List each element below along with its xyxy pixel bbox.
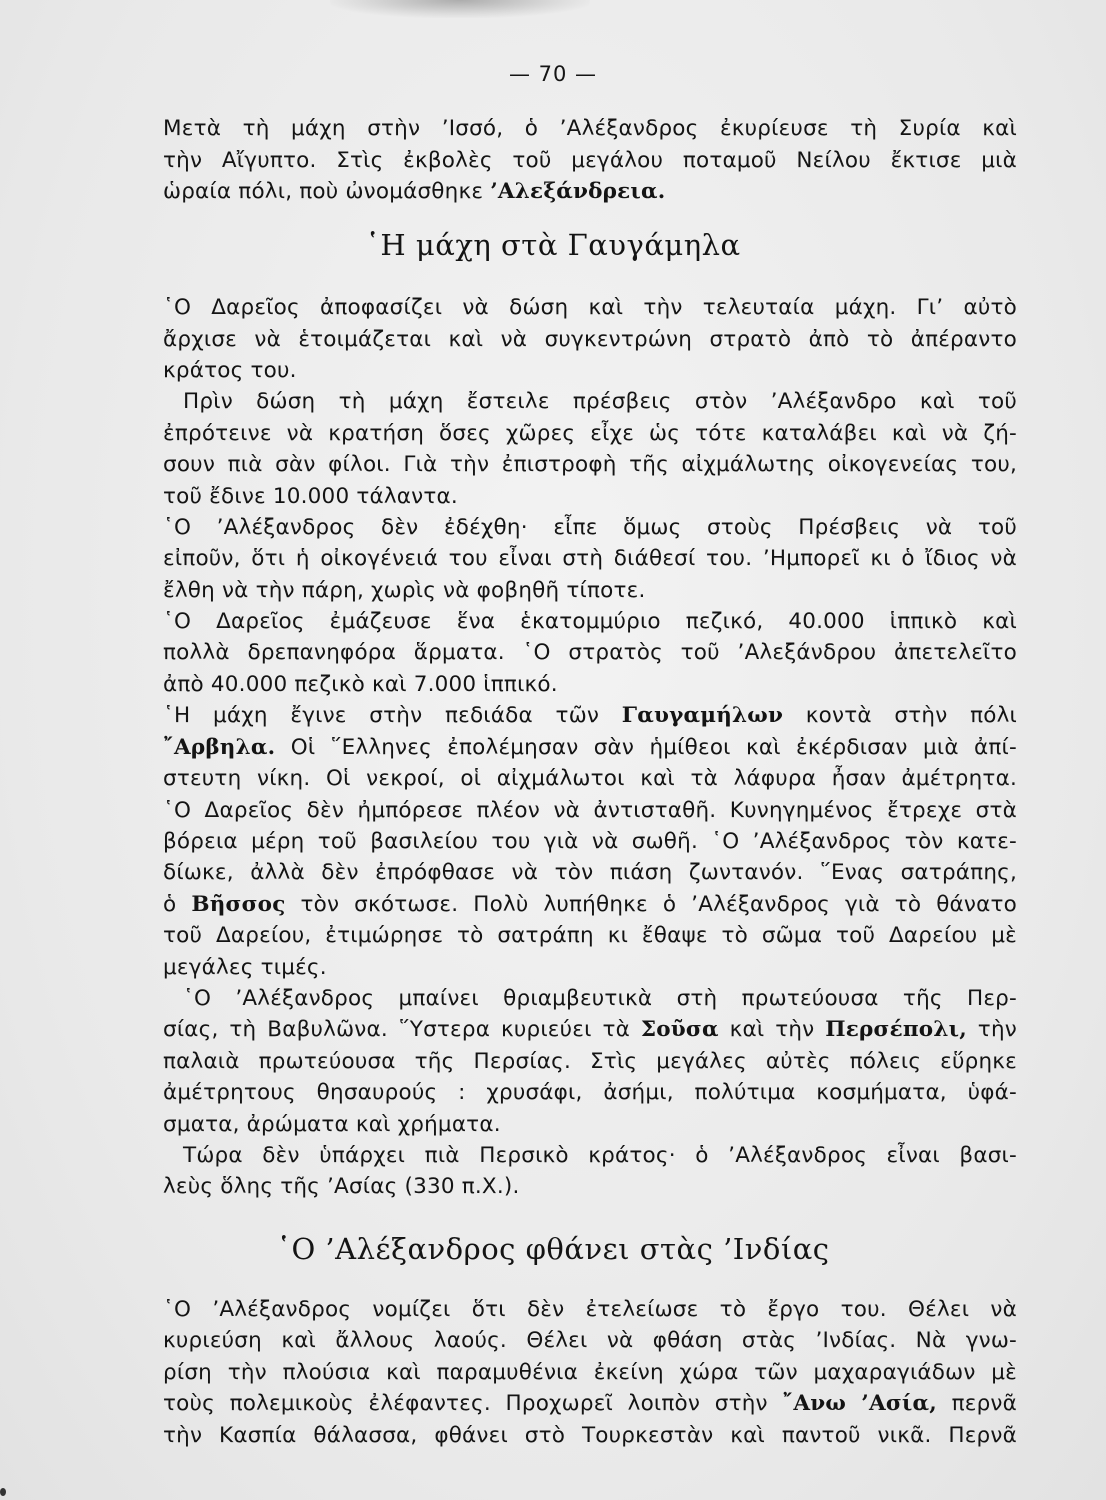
section-heading-india: ῾Ο ’Αλέξανδρος φθάνει στὰς ’Ινδίας bbox=[276, 1232, 830, 1266]
paragraph-7-line-5: σματα, ἀρώματα καὶ χρήματα. bbox=[163, 1112, 501, 1137]
paragraph-4-line-1: ῾Ο ’Αλέξανδρος δὲν ἐδέχθη· εἶπε ὅμως στοὺς Πρέσβεις νὰ τοῦ bbox=[163, 515, 1017, 540]
paragraph-3-line-1: Πρὶν δώση τὴ μάχη ἔστειλε πρέσβεις στὸν ’Αλέξανδρο καὶ τοῦ bbox=[183, 389, 1017, 414]
paragraph-6-line-1: ῾Η μάχη ἔγινε στὴν πεδιάδα τῶν Γαυγαμήλων κοντὰ στὴν πόλι bbox=[163, 703, 1017, 728]
scan-smudge bbox=[330, 0, 590, 18]
paragraph-1-line-3: ὡραία πόλι, ποὺ ὠνομάσθηκε ’Αλεξάνδρεια. bbox=[163, 179, 666, 204]
paragraph-9-line-3: ρίση τὴν πλούσια καὶ παραμυθένια ἐκείνη χώρα τῶν μαχαραγιάδων μὲ bbox=[163, 1360, 1017, 1385]
paragraph-6-line-6: δίωκε, ἀλλὰ δὲν ἐπρόφθασε νὰ τὸν πιάση ζωντανόν. ῞Ενας σατράπης, bbox=[163, 860, 1017, 885]
upper-asia-bold: ῎Ανω ’Ασία, bbox=[782, 1391, 937, 1416]
paragraph-9-line-1: ῾Ο ’Αλέξανδρος νομίζει ὅτι δὲν ἐτελείωσε τὸ ἔργο του. Θέλει νὰ bbox=[163, 1297, 1017, 1322]
paragraph-2-line-1: ῾Ο Δαρεῖος ἀποφασίζει νὰ δώση καὶ τὴν τελευταία μάχη. Γι’ αὐτὸ bbox=[163, 295, 1017, 320]
susa-bold: Σοῦσα bbox=[640, 1017, 719, 1042]
paragraph-1-line-2: τὴν Αἴγυπτο. Στὶς ἐκβολὲς τοῦ μεγάλου ποταμοῦ Νείλου ἔκτισε μιὰ bbox=[163, 148, 1017, 173]
paragraph-4-line-3: ἔλθη νὰ τὴν πάρη, χωρὶς νὰ φοβηθῆ τίποτε. bbox=[163, 578, 646, 603]
paragraph-7-line-3: παλαιὰ πρωτεύουσα τῆς Περσίας. Στὶς μεγάλες αὐτὲς πόλεις εὕρηκε bbox=[163, 1049, 1017, 1074]
paragraph-8-line-2: λεὺς ὅλης τῆς ’Ασίας (330 π.Χ.). bbox=[163, 1174, 520, 1199]
section-heading-gaugamela: ῾Η μάχη στὰ Γαυγάμηλα bbox=[365, 228, 741, 262]
paragraph-4-line-2: εἰποῦν, ὅτι ἡ οἰκογένειά του εἶναι στὴ διάθεσί του. ’Ημπορεῖ κι ὁ ἴδιος νὰ bbox=[163, 546, 1017, 571]
paragraph-7-line-2: σίας, τὴ Βαβυλῶνα. ῞Υστερα κυριεύει τὰ Σοῦσα καὶ τὴν Περσέπολι, τὴν bbox=[163, 1017, 1017, 1042]
paragraph-9-line-4: τοὺς πολεμικοὺς ἐλέφαντες. Προχωρεῖ λοιπὸν στὴν ῎Ανω ’Ασία, περνᾶ bbox=[163, 1391, 1017, 1416]
paragraph-5-line-1: ῾Ο Δαρεῖος ἐμάζευσε ἕνα ἑκατομμύριο πεζικό, 40.000 ἱππικὸ καὶ bbox=[163, 609, 1017, 634]
paragraph-1-line-1: Μετὰ τὴ μάχη στὴν ’Ισσό, ὁ ’Αλέξανδρος ἐκυρίευσε τὴ Συρία καὶ bbox=[163, 116, 1017, 141]
paragraph-6-line-5: βόρεια μέρη τοῦ βασιλείου του γιὰ νὰ σωθῆ. ῾Ο ’Αλέξανδρος τὸν κατε- bbox=[163, 829, 1017, 854]
paragraph-6-line-3: στευτη νίκη. Οἱ νεκροί, οἱ αἰχμάλωτοι καὶ τὰ λάφυρα ἦσαν ἀμέτρητα. bbox=[163, 766, 1017, 791]
bessus-bold: Βῆσσος bbox=[191, 892, 286, 917]
paragraph-5-line-2: πολλὰ δρεπανηφόρα ἅρματα. ῾Ο στρατὸς τοῦ ’Αλεξάνδρου ἀπετελεῖτο bbox=[163, 640, 1017, 665]
paragraph-9-line-5: τὴν Κασπία θάλασσα, φθάνει στὸ Τουρκεστὰν καὶ παντοῦ νικᾶ. Περνᾶ bbox=[163, 1423, 1017, 1448]
persepolis-bold: Περσέπολι, bbox=[825, 1017, 967, 1042]
paragraph-3-line-4: τοῦ ἔδινε 10.000 τάλαντα. bbox=[163, 484, 458, 509]
paragraph-6-line-7: ὁ Βῆσσος τὸν σκότωσε. Πολὺ λυπήθηκε ὁ ’Αλέξανδρος γιὰ τὸ θάνατο bbox=[163, 892, 1018, 917]
paragraph-2-line-2: ἄρχισε νὰ ἑτοιμάζεται καὶ νὰ συγκεντρώνη στρατὸ ἀπὸ τὸ ἀπέραντο bbox=[163, 327, 1017, 352]
paragraph-6-line-2: ῎Αρβηλα. Οἱ ῞Ελληνες ἐπολέμησαν σὰν ἡμίθεοι καὶ ἐκέρδισαν μιὰ ἀπί- bbox=[163, 735, 1017, 760]
paragraph-6-line-8: τοῦ Δαρείου, ἐτιμώρησε τὸ σατράπη κι ἔθαψε τὸ σῶμα τοῦ Δαρείου μὲ bbox=[163, 923, 1017, 948]
paragraph-2-line-3: κράτος του. bbox=[163, 358, 297, 383]
page-number: — 70 — bbox=[508, 62, 598, 86]
paragraph-7-line-1: ῾Ο ’Αλέξανδρος μπαίνει θριαμβευτικὰ στὴ πρωτεύουσα τῆς Περ- bbox=[183, 986, 1017, 1011]
arbela-bold: ῎Αρβηλα. bbox=[163, 735, 276, 760]
ink-blot bbox=[0, 1488, 6, 1496]
paragraph-3-line-3: σουν πιὰ σὰν φίλοι. Γιὰ τὴν ἐπιστροφὴ τῆς αἰχμάλωτης οἰκογενείας του, bbox=[163, 452, 1017, 477]
paragraph-9-line-2: κυριεύση καὶ ἄλλους λαούς. Θέλει νὰ φθάση στὰς ’Ινδίας. Νὰ γνω- bbox=[163, 1328, 1017, 1353]
paragraph-7-line-4: ἀμέτρητους θησαυρούς : χρυσάφι, ἀσήμι, πολύτιμα κοσμήματα, ὑφά- bbox=[163, 1080, 1017, 1105]
alexandria-bold: ’Αλεξάνδρεια. bbox=[490, 179, 666, 204]
paragraph-5-line-3: ἀπὸ 40.000 πεζικὸ καὶ 7.000 ἱππικό. bbox=[163, 672, 558, 697]
paragraph-6-line-9: μεγάλες τιμές. bbox=[163, 955, 327, 980]
paragraph-6-line-4: ῾Ο Δαρεῖος δὲν ἠμπόρεσε πλέον νὰ ἀντισταθῆ. Κυνηγημένος ἔτρεχε στὰ bbox=[163, 798, 1017, 823]
paragraph-3-line-2: ἐπρότεινε νὰ κρατήση ὅσες χῶρες εἶχε ὡς τότε καταλάβει καὶ νὰ ζή- bbox=[163, 421, 1017, 446]
paragraph-8-line-1: Τώρα δὲν ὑπάρχει πιὰ Περσικὸ κράτος· ὁ ’Αλέξανδρος εἶναι βασι- bbox=[183, 1143, 1017, 1168]
gaugamela-bold: Γαυγαμήλων bbox=[621, 703, 784, 728]
